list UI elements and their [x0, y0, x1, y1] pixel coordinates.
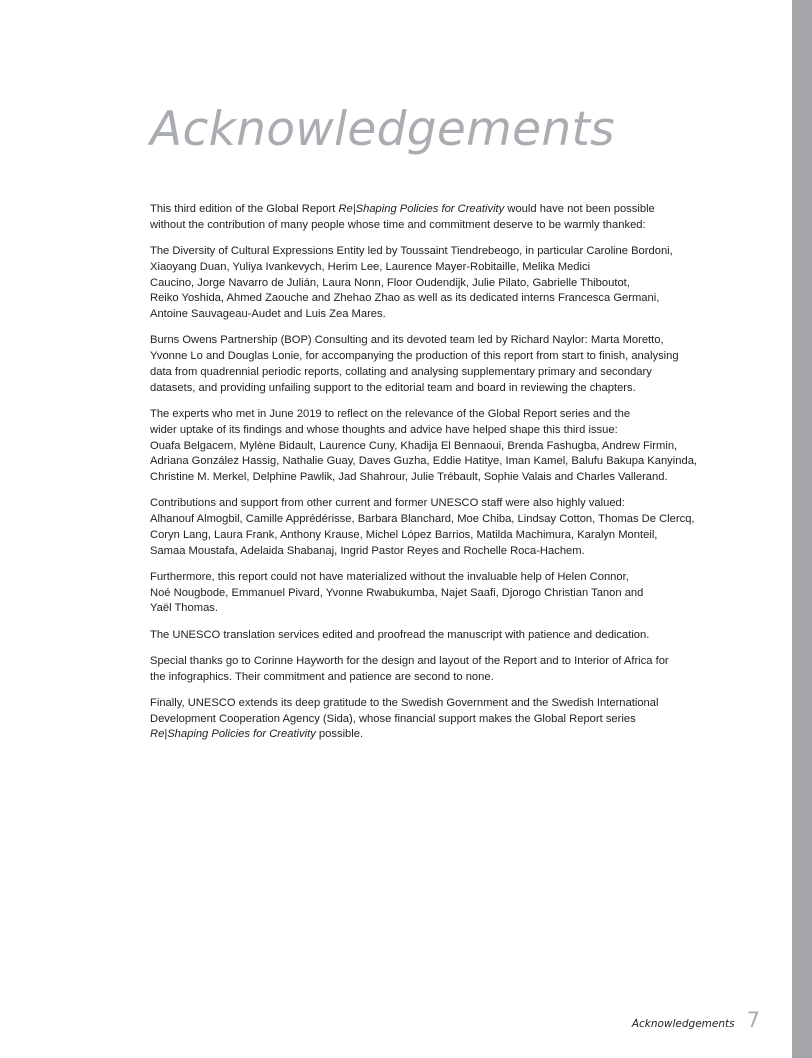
text-line: Yvonne Lo and Douglas Lonie, for accompanying the production of this report from start to finish, analysing	[150, 350, 679, 363]
text-line	[150, 202, 710, 218]
text-line: Burns Owens Partnership (BOP) Consulting and its devoted team led by Richard Naylor: Marta Moretto,	[150, 334, 664, 347]
text-segment: would have not been possible	[504, 203, 655, 215]
page-footer	[632, 1008, 760, 1032]
text-segment: This third edition of the Global Report	[150, 203, 339, 215]
text-line: Special thanks go to Corinne Hayworth for the design and layout of the Report and to Interior of Africa for	[150, 654, 669, 667]
paragraph-intro	[150, 202, 710, 234]
paragraph-finally	[150, 696, 710, 743]
page-number: 7	[746, 1008, 760, 1032]
text-line: Samaa Moustafa, Adelaida Shabanaj, Ingrid Pastor Reyes and Rochelle Roca-Hachem.	[150, 544, 585, 557]
text-line: Furthermore, this report could not have materialized without the invaluable help of Helen Connor,	[150, 570, 629, 583]
text-line: without the contribution of many people whose time and commitment deserve to be warmly thanked:	[150, 218, 646, 231]
text-line: The Diversity of Cultural Expressions Entity led by Toussaint Tiendrebeogo, in particular Caroline Bordoni,	[150, 244, 673, 257]
text-line: data from quadrennial periodic reports, collating and analysing supplementary primary and secondary	[150, 365, 652, 378]
text-line: wider uptake of its findings and whose thoughts and advice have helped shape this third issue:	[150, 423, 618, 436]
text-line: Finally, UNESCO extends its deep gratitude to the Swedish Government and the Swedish International	[150, 696, 659, 709]
text-line: Ouafa Belgacem, Mylène Bidault, Laurence Cuny, Khadija El Bennaoui, Brenda Fashugba, Andrew Firmin,	[150, 439, 678, 452]
text-line: Alhanouf Almogbil, Camille Apprédérisse, Barbara Blanchard, Moe Chiba, Lindsay Cotton, Thomas De Clercq,	[150, 513, 695, 526]
paragraph-special-thanks	[150, 654, 710, 686]
text-line: Reiko Yoshida, Ahmed Zaouche and Zhehao Zhao as well as its dedicated interns Francesca Germani,	[150, 292, 660, 305]
text-line: Adriana González Hassig, Nathalie Guay, Daves Guzha, Eddie Hatitye, Iman Kamel, Balufu Bakupa Kanyinda,	[150, 455, 698, 468]
text-segment: possible.	[315, 728, 364, 741]
text-line	[150, 727, 710, 743]
paragraph-diversity-entity	[150, 244, 710, 323]
report-title-italic: Re|Shaping Policies for Creativity	[150, 728, 316, 741]
text-line: Christine M. Merkel, Delphine Pawlik, Jad Shahrour, Julie Trébault, Sophie Valais and Charles Vallerand.	[150, 471, 668, 484]
text-line: Antoine Sauvageau-Audet and Luis Zea Mares.	[150, 308, 386, 321]
text-line: The experts who met in June 2019 to reflect on the relevance of the Global Report series and the	[150, 407, 631, 420]
text-line: Noé Nougbode, Emmanuel Pivard, Yvonne Rwabukumba, Najet Saafi, Djorogo Christian Tanon and	[150, 586, 644, 599]
text-line: Contributions and support from other current and former UNESCO staff were also highly valued:	[150, 497, 625, 510]
paragraph-unesco-staff	[150, 496, 710, 559]
report-title-italic: Re|Shaping Policies for Creativity	[338, 203, 505, 215]
page-title: Acknowledgements	[150, 102, 615, 157]
body-text	[150, 202, 710, 754]
text-line: Caucino, Jorge Navarro de Julián, Laura Nonn, Floor Oudendijk, Julie Pilato, Gabrielle Thiboutot,	[150, 276, 630, 289]
side-bar	[792, 0, 812, 1058]
paragraph-furthermore	[150, 570, 710, 617]
text-line: Yaël Thomas.	[150, 602, 218, 615]
paragraph-bop-consulting	[150, 333, 710, 396]
text-line: The UNESCO translation services edited and proofread the manuscript with patience and dedication.	[150, 628, 650, 641]
text-line: Coryn Lang, Laura Frank, Anthony Krause, Michel López Barrios, Matilda Machimura, Karalyn Monteil,	[150, 528, 658, 541]
text-line: Development Cooperation Agency (Sida), whose financial support makes the Global Report series	[150, 712, 636, 725]
text-line: datasets, and providing unfailing support to the editorial team and board in reviewing the chapters.	[150, 381, 636, 394]
text-line: the infographics. Their commitment and patience are second to none.	[150, 670, 494, 683]
paragraph-translation	[150, 628, 710, 644]
text-line: Xiaoyang Duan, Yuliya Ivankevych, Herim Lee, Laurence Mayer-Robitaille, Melika Medici	[150, 260, 591, 273]
running-footer-label: Acknowledgements	[631, 1018, 735, 1030]
paragraph-experts	[150, 407, 710, 486]
